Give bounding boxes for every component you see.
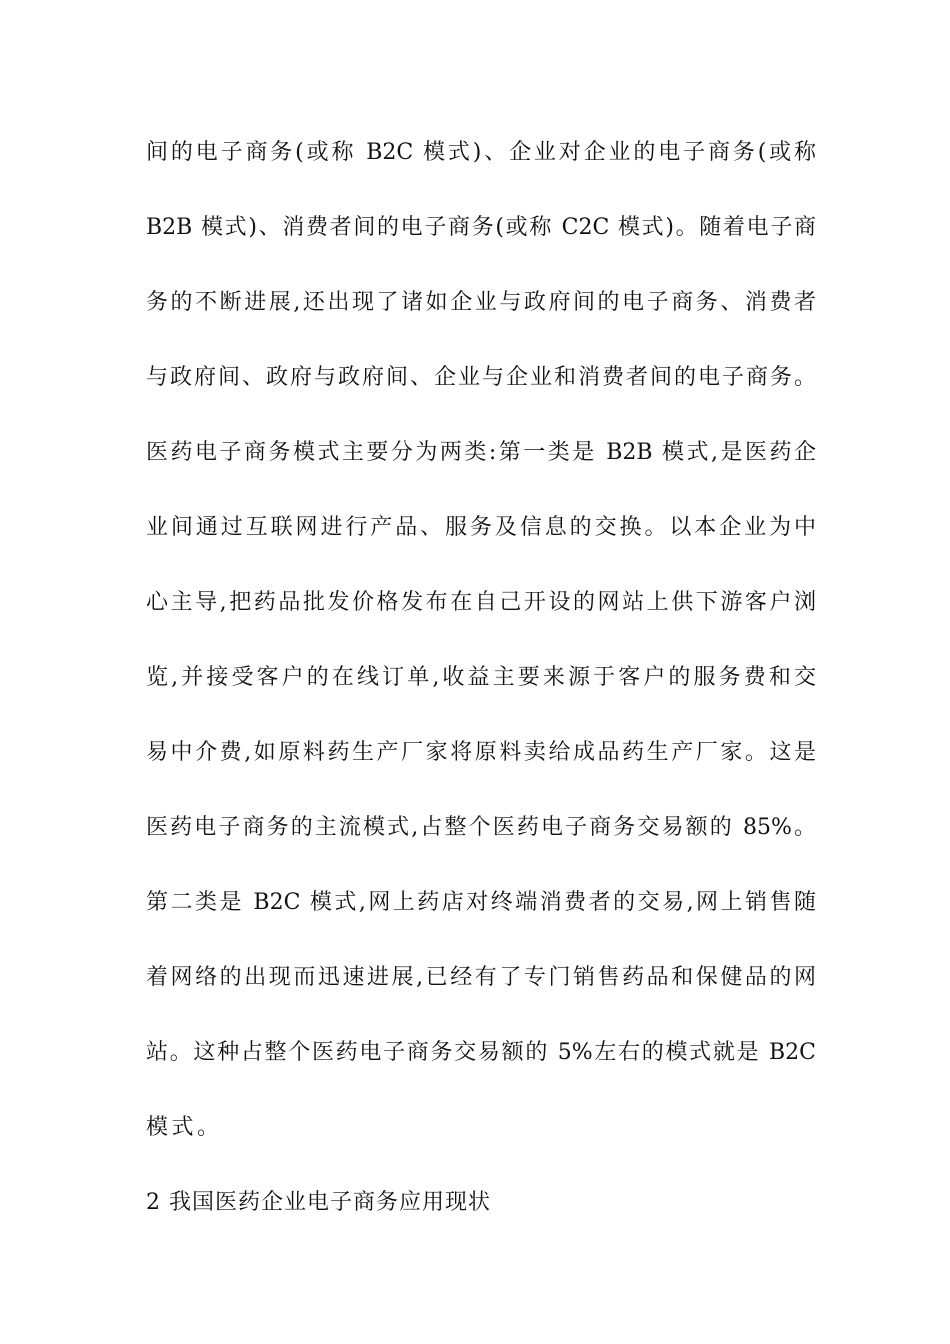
paragraph-line: 心主导,把药品批发价格发布在自己开设的网站上供下游客户浏: [146, 590, 816, 615]
paragraph-line: 医药电子商务的主流模式,占整个医药电子商务交易额的 85%。: [146, 815, 816, 840]
paragraph-line: B2B 模式)、消费者间的电子商务(或称 C2C 模式)。随着电子商: [146, 215, 816, 240]
paragraph-line: 与政府间、政府与政府间、企业与企业和消费者间的电子商务。: [146, 365, 816, 390]
paragraph-line: 着网络的出现而迅速进展,已经有了专门销售药品和保健品的网: [146, 965, 816, 990]
paragraph-line: 站。这种占整个医药电子商务交易额的 5%左右的模式就是 B2C: [146, 1040, 816, 1065]
section-heading: 2 我国医药企业电子商务应用现状: [146, 1190, 491, 1215]
paragraph-line: 模式。: [146, 1115, 223, 1140]
paragraph-line: 易中介费,如原料药生产厂家将原料卖给成品药生产厂家。这是: [146, 740, 816, 765]
paragraph-line: 览,并接受客户的在线订单,收益主要来源于客户的服务费和交: [146, 665, 816, 690]
paragraph-line: 业间通过互联网进行产品、服务及信息的交换。以本企业为中: [146, 515, 816, 540]
paragraph-line: 医药电子商务模式主要分为两类:第一类是 B2B 模式,是医药企: [146, 440, 816, 465]
paragraph-line: 间的电子商务(或称 B2C 模式)、企业对企业的电子商务(或称: [146, 140, 816, 165]
paragraph-line: 务的不断进展,还出现了诸如企业与政府间的电子商务、消费者: [146, 290, 816, 315]
paragraph-line: 第二类是 B2C 模式,网上药店对终端消费者的交易,网上销售随: [146, 890, 816, 915]
